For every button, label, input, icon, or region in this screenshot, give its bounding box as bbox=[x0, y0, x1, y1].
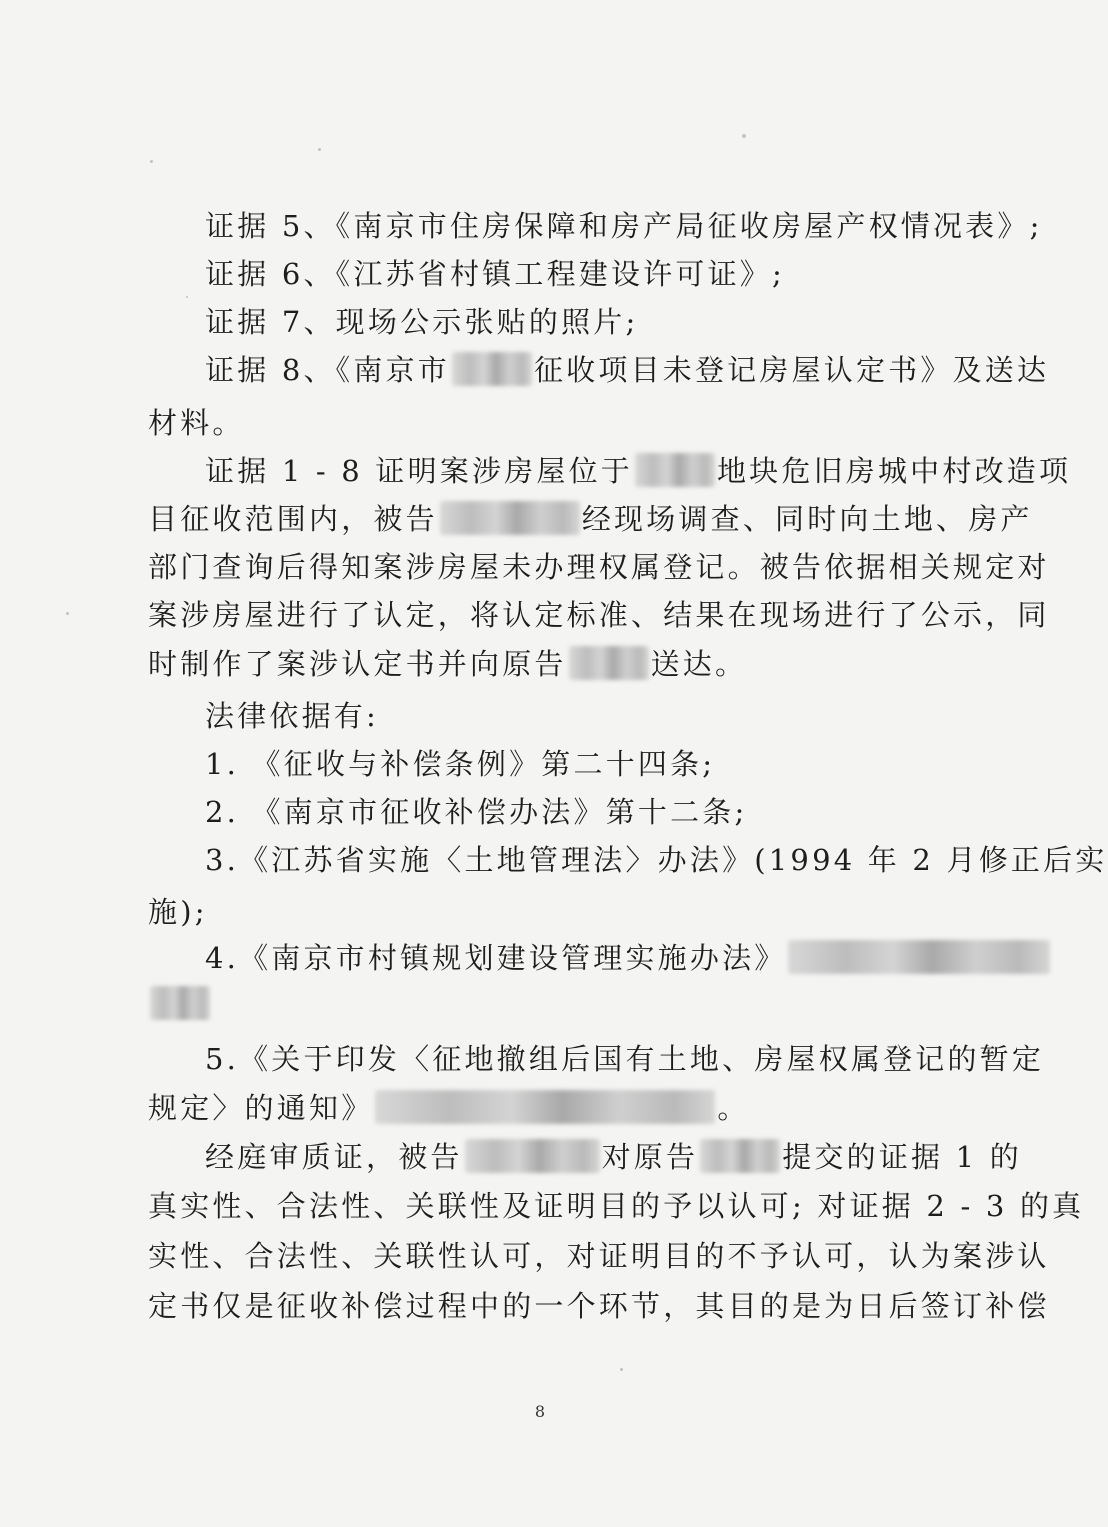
legal-basis-item-5-cont: 规定〉的通知》 bbox=[148, 1091, 374, 1125]
redaction-blur bbox=[465, 1139, 600, 1173]
text-line bbox=[205, 299, 980, 345]
paragraph-text: 部门查询后得知案涉房屋未办理权属登记。被告依据相关规定对 bbox=[148, 550, 1050, 584]
legal-basis-heading: 法律依据有: bbox=[205, 699, 379, 733]
page-number: 8 bbox=[534, 1402, 546, 1421]
text-line bbox=[205, 789, 980, 835]
paragraph-text: 提交的证据 1 的 bbox=[782, 1140, 1022, 1174]
text-line bbox=[148, 1233, 1050, 1279]
text-line bbox=[148, 544, 1050, 590]
redaction-blur bbox=[569, 646, 649, 680]
paragraph-text: 对原告 bbox=[601, 1140, 699, 1174]
redaction-blur bbox=[635, 453, 715, 487]
text-line bbox=[148, 981, 978, 1027]
paragraph-text: 真实性、合法性、关联性及证明目的予以认可; 对证据 2 - 3 的真 bbox=[148, 1189, 1085, 1223]
evidence-6-text: 证据 6、《江苏省村镇工程建设许可证》; bbox=[205, 257, 785, 291]
text-line bbox=[205, 251, 980, 297]
text-line bbox=[205, 347, 1050, 393]
redaction-blur bbox=[700, 1139, 780, 1173]
paragraph-text: 案涉房屋进行了认定，将认定标准、结果在现场进行了公示，同 bbox=[148, 598, 1050, 632]
legal-basis-item-2: 2. 《南京市征收补偿办法》第十二条; bbox=[205, 795, 748, 829]
text-line bbox=[205, 935, 980, 981]
evidence-8-text-b: 征收项目未登记房屋认定书》及送达 bbox=[533, 353, 1050, 387]
redaction-blur bbox=[375, 1090, 715, 1124]
redaction-blur bbox=[452, 352, 532, 386]
text-line bbox=[205, 1134, 1022, 1180]
text-line bbox=[148, 496, 1033, 542]
legal-basis-item-5: 5.《关于印发〈征地撤组后国有土地、房屋权属登记的暂定 bbox=[205, 1042, 1045, 1076]
text-line bbox=[148, 641, 978, 687]
paragraph-text: 经庭审质证，被告 bbox=[205, 1140, 463, 1174]
scan-speck bbox=[620, 1368, 623, 1371]
redaction-blur bbox=[440, 501, 580, 535]
text-line bbox=[205, 837, 1108, 883]
legal-basis-item-3: 3.《江苏省实施〈土地管理法〉办法》(1994 年 2 月修正后实 bbox=[205, 843, 1108, 877]
paragraph-text: 经现场调查、同时向土地、房产 bbox=[581, 502, 1033, 536]
text-line bbox=[148, 1283, 1050, 1329]
legal-basis-item-4: 4.《南京市村镇规划建设管理实施办法》 bbox=[205, 941, 787, 975]
evidence-8-text-c: 材料。 bbox=[148, 406, 245, 440]
scan-speck bbox=[66, 612, 69, 615]
legal-basis-item-3-cont: 施); bbox=[148, 895, 208, 929]
text-line bbox=[205, 448, 1072, 494]
text-line bbox=[205, 1036, 1045, 1082]
redaction-blur bbox=[150, 986, 210, 1020]
paragraph-text: 时制作了案涉认定书并向原告 bbox=[148, 647, 567, 681]
redaction-blur bbox=[788, 940, 1050, 974]
scan-speck bbox=[318, 148, 321, 151]
scan-speck bbox=[742, 134, 746, 138]
scan-speck bbox=[186, 296, 188, 298]
paragraph-text: 地块危旧房城中村改造项 bbox=[716, 454, 1072, 488]
text-line bbox=[148, 400, 978, 446]
text-line bbox=[148, 592, 1050, 638]
text-line bbox=[205, 693, 980, 739]
legal-basis-item-1: 1. 《征收与补偿条例》第二十四条; bbox=[205, 747, 716, 781]
paragraph-text: 送达。 bbox=[650, 647, 748, 681]
text-line bbox=[148, 889, 978, 935]
legal-basis-item-5-end: 。 bbox=[717, 1091, 750, 1125]
paragraph-text: 定书仅是征收补偿过程中的一个环节，其目的是为日后签订补偿 bbox=[148, 1289, 1050, 1323]
paragraph-text: 实性、合法性、关联性认可，对证明目的不予认可，认为案涉认 bbox=[148, 1239, 1050, 1273]
evidence-7-text: 证据 7、现场公示张贴的照片; bbox=[205, 305, 639, 339]
scan-speck bbox=[150, 160, 153, 163]
evidence-8-text-a: 证据 8、《南京市 bbox=[205, 353, 450, 387]
text-line bbox=[148, 1085, 978, 1131]
text-line bbox=[148, 1183, 1085, 1229]
evidence-5-text: 证据 5、《南京市住房保障和房产局征收房屋产权情况表》; bbox=[205, 209, 1043, 243]
paragraph-text: 目征收范围内，被告 bbox=[148, 502, 438, 536]
paragraph-text: 证据 1 - 8 证明案涉房屋位于 bbox=[205, 454, 633, 488]
text-line bbox=[205, 741, 980, 787]
text-line bbox=[205, 203, 1043, 249]
